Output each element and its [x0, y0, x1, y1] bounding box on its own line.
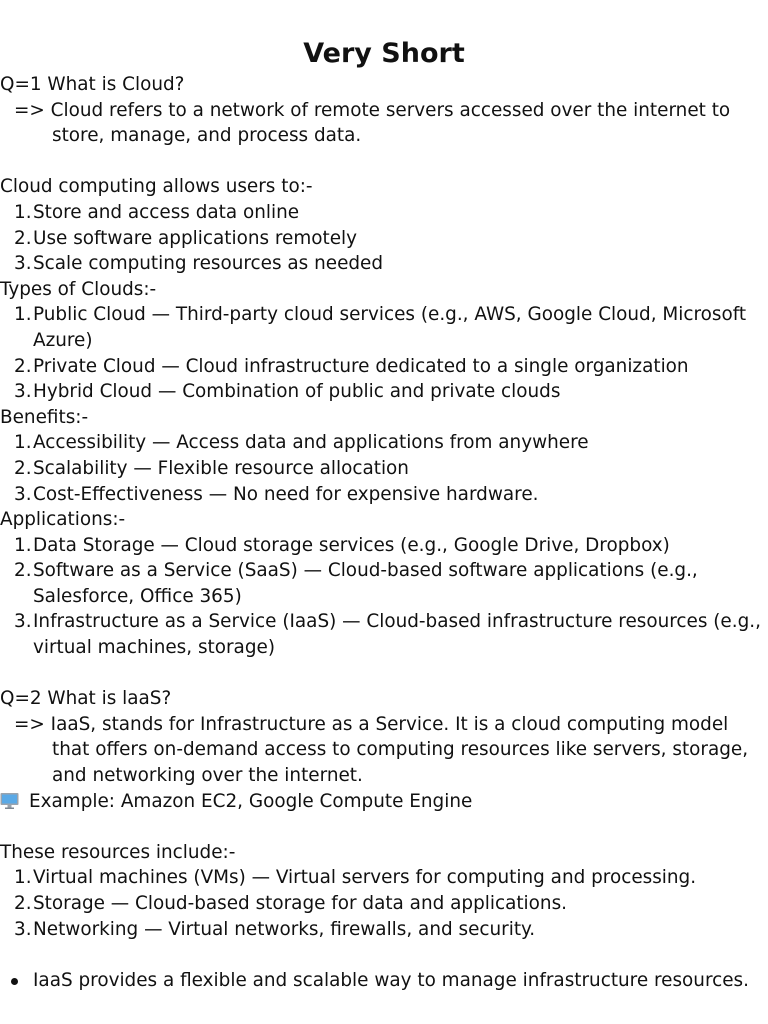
answer-line: => IaaS, stands for Infrastructure as a Service. It is a cloud computing model	[14, 713, 729, 735]
list-item-text: Public Cloud — Third-party cloud services (e.g., AWS, Google Cloud, Microsoft	[33, 304, 747, 326]
section-heading: Types of Clouds:-	[0, 278, 157, 300]
bullet-dot-icon	[11, 978, 18, 985]
list-item	[0, 379, 768, 405]
section-list	[0, 302, 768, 404]
page-title: Very Short	[303, 38, 465, 69]
q2-answer	[0, 712, 768, 789]
list-item-text: Cost-Effectiveness — No need for expensive hardware.	[33, 483, 539, 505]
answer-line: => Cloud refers to a network of remote servers accessed over the internet to	[14, 99, 731, 121]
section-heading: Applications:-	[0, 509, 126, 531]
list-item	[0, 891, 768, 917]
list-item-text: Use software applications remotely	[33, 227, 358, 249]
list-item-text: Azure)	[33, 329, 93, 351]
desktop-computer-icon	[0, 792, 19, 810]
resources-heading: These resources include:-	[0, 841, 236, 863]
list-item	[0, 558, 768, 609]
list-number: 2.	[14, 227, 32, 249]
list-number: 2.	[14, 893, 32, 914]
list-number: 1.	[14, 304, 32, 326]
section-list	[0, 200, 768, 277]
list-item	[0, 609, 768, 660]
answer-line: store, manage, and process data.	[52, 125, 362, 147]
section-heading: Benefits:-	[0, 406, 89, 428]
list-number: 3.	[14, 381, 32, 403]
list-number: 2.	[14, 457, 32, 479]
list-item	[0, 430, 768, 456]
list-item	[0, 533, 768, 559]
q1-sections	[0, 174, 768, 660]
list-item-text: Virtual machines (VMs) — Virtual servers for computing and processing.	[33, 867, 697, 889]
bullet-text: IaaS provides a flexible and scalable way to manage infrastructure resources.	[33, 969, 749, 991]
list-item-text: Networking — Virtual networks, firewalls, and security.	[33, 918, 536, 940]
summary-bullets	[0, 968, 768, 994]
list-number: 3.	[14, 611, 32, 633]
list-item-text: Hybrid Cloud — Combination of public and private clouds	[33, 381, 561, 403]
example-text: Example: Amazon EC2, Google Compute Engine	[29, 790, 473, 812]
list-item	[0, 865, 768, 891]
section-list	[0, 430, 768, 507]
list-item	[0, 251, 768, 277]
list-item	[0, 200, 768, 226]
list-item-text: Storage — Cloud-based storage for data and applications.	[33, 893, 567, 914]
list-number: 3.	[14, 253, 32, 275]
list-number: 1.	[14, 432, 32, 454]
q1-question: Q=1 What is Cloud?	[0, 74, 185, 95]
q1-answer	[0, 98, 768, 149]
list-number: 3.	[14, 483, 32, 505]
list-item-text: Salesforce, Office 365)	[33, 585, 242, 607]
section-list	[0, 533, 768, 661]
resources-list	[0, 865, 768, 942]
example-line	[0, 789, 768, 815]
list-item	[0, 456, 768, 482]
list-item-text: virtual machines, storage)	[33, 637, 275, 659]
list-number: 2.	[14, 560, 32, 582]
list-item-text: Software as a Service (SaaS) — Cloud-based software applications (e.g.,	[33, 560, 698, 582]
q2-question: Q=2 What is laaS?	[0, 688, 172, 710]
list-item-text: Scalability — Flexible resource allocation	[33, 457, 409, 479]
list-item-text: Scale computing resources as needed	[33, 253, 384, 275]
answer-line: that offers on-demand access to computing resources like servers, storage,	[52, 739, 749, 761]
list-item-text: Store and access data online	[33, 201, 300, 223]
list-number: 2.	[14, 355, 32, 377]
list-number: 1.	[14, 867, 32, 889]
list-item	[0, 482, 768, 508]
answer-line: and networking over the internet.	[52, 765, 363, 787]
document-page	[0, 36, 768, 993]
list-item	[0, 226, 768, 252]
list-item-text: Accessibility — Access data and applications from anywhere	[33, 432, 589, 454]
list-item-text: Data Storage — Cloud storage services (e.g., Google Drive, Dropbox)	[33, 534, 670, 556]
list-number: 1.	[14, 534, 32, 556]
section-heading: Cloud computing allows users to:-	[0, 176, 313, 198]
list-item	[0, 354, 768, 380]
list-number: 3.	[14, 918, 32, 940]
list-item	[0, 917, 768, 943]
bullet-item	[0, 968, 768, 994]
list-item-text: Private Cloud — Cloud infrastructure dedicated to a single organization	[33, 355, 689, 377]
list-number: 1.	[14, 201, 32, 223]
list-item	[0, 302, 768, 353]
list-item-text: Infrastructure as a Service (IaaS) — Cloud-based infrastructure resources (e.g.,	[33, 611, 761, 633]
